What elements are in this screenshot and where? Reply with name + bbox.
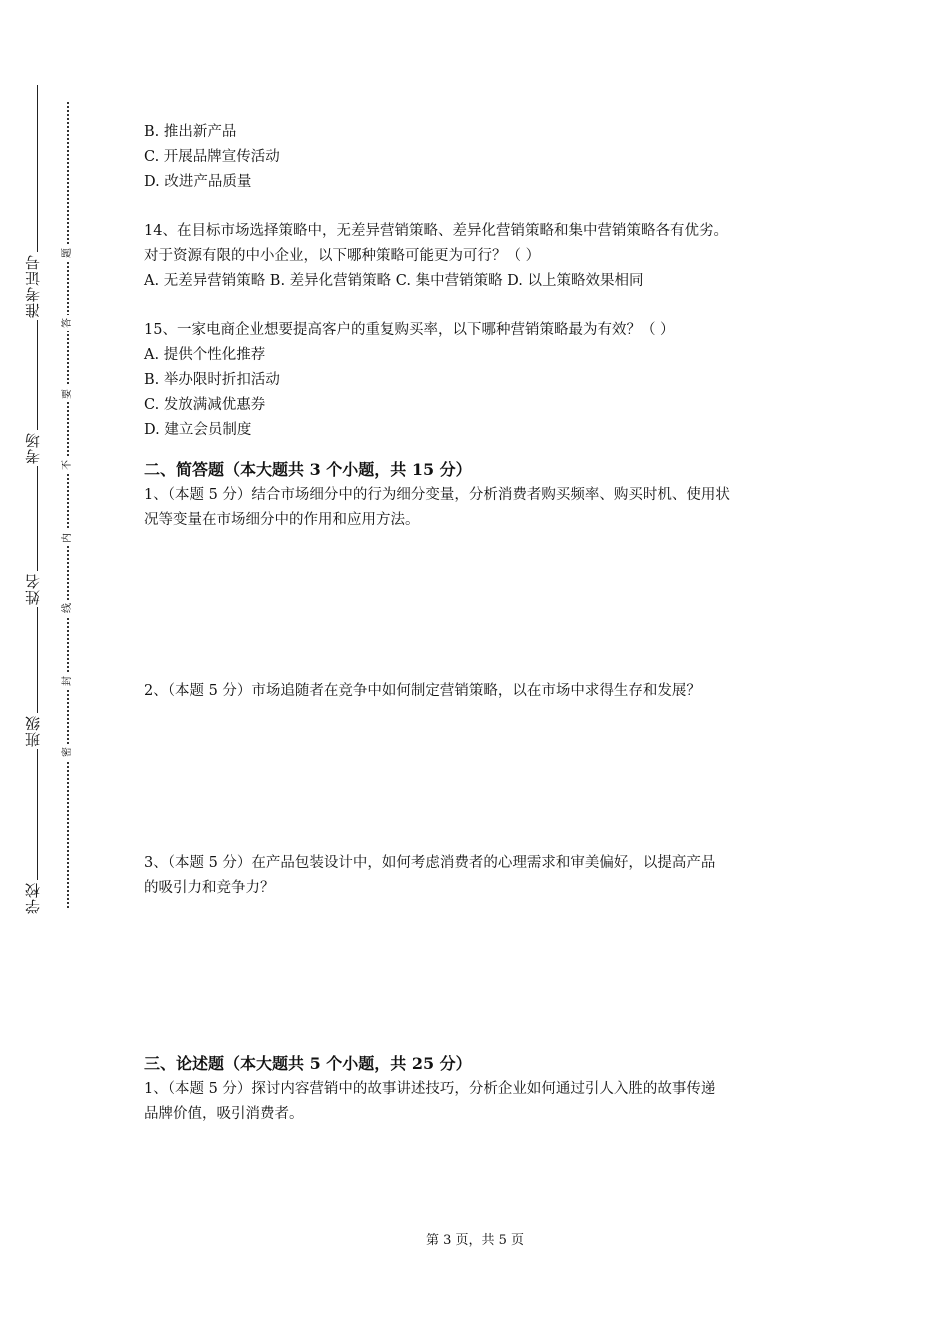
question-14-stem: 14、在目标市场选择策略中，无差异营销策略、差异化营销策略和集中营销策略各有优劣。 (144, 223, 728, 239)
question-14-options: A. 无差异营销策略 B. 差异化营销策略 C. 集中营销策略 D. 以上策略效果相同 (144, 273, 644, 289)
answer-space (144, 533, 824, 679)
option-line: C. 开展品牌宣传活动 (144, 149, 280, 165)
section-3-title: 三、论述题（本大题共 5 个小题，共 25 分） (144, 1054, 472, 1073)
option-line: D. 改进产品质量 (144, 174, 252, 190)
binding-margin (0, 0, 110, 1344)
section-2-question-2: 2、（本题 5 分）市场追随者在竞争中如何制定营销策略，以在市场中求得生存和发展？ (144, 683, 701, 699)
option-line: B. 推出新产品 (144, 124, 237, 140)
field-label-school: 学校 (22, 880, 52, 916)
field-label-exam-number: 准考证号 (22, 252, 52, 320)
section-2-question-1-cont: 况等变量在市场细分中的作用和应用方法。 (144, 512, 420, 528)
field-label-exam-room: 考场 (22, 430, 52, 466)
answer-space (144, 901, 824, 1051)
exam-content (144, 120, 824, 1127)
seal-char: 线 (60, 600, 76, 616)
seal-char: 内 (60, 530, 76, 546)
answer-space (144, 704, 824, 851)
seal-char: 答 (60, 315, 76, 331)
question-15-stem: 15、一家电商企业想要提高客户的重复购买率，以下哪种营销策略最为有效？（ ） (144, 322, 675, 338)
section-3-question-1-cont: 品牌价值，吸引消费者。 (144, 1106, 304, 1122)
option-line: D. 建立会员制度 (144, 422, 252, 438)
section-2-title: 二、简答题（本大题共 3 个小题，共 15 分） (144, 460, 472, 479)
seal-char: 密 (60, 744, 76, 760)
option-line: A. 提供个性化推荐 (144, 347, 266, 363)
question-14-stem-cont: 对于资源有限的中小企业，以下哪种策略可能更为可行？（ ） (144, 248, 541, 264)
section-2-question-3: 3、（本题 5 分）在产品包装设计中，如何考虑消费者的心理需求和审美偏好，以提高产品 (144, 855, 716, 871)
field-label-class: 班级 (22, 713, 52, 749)
section-2-question-1: 1、（本题 5 分）结合市场细分中的行为细分变量，分析消费者购买频率、购买时机、使用状 (144, 487, 730, 503)
field-label-name: 姓名 (22, 571, 52, 607)
binding-solid-line (37, 85, 38, 908)
section-2-question-3-cont: 的吸引力和竞争力？ (144, 880, 275, 896)
seal-char: 封 (60, 673, 76, 689)
seal-char: 要 (60, 386, 76, 402)
seal-char: 题 (60, 245, 76, 261)
option-line: B. 举办限时折扣活动 (144, 372, 280, 388)
binding-dotted-line (67, 102, 69, 908)
option-line: C. 发放满减优惠券 (144, 397, 266, 413)
seal-char: 不 (60, 457, 76, 473)
section-3-question-1: 1、（本题 5 分）探讨内容营销中的故事讲述技巧，分析企业如何通过引人入胜的故事传递 (144, 1081, 716, 1097)
page-footer: 第 3 页，共 5 页 (425, 1233, 525, 1248)
